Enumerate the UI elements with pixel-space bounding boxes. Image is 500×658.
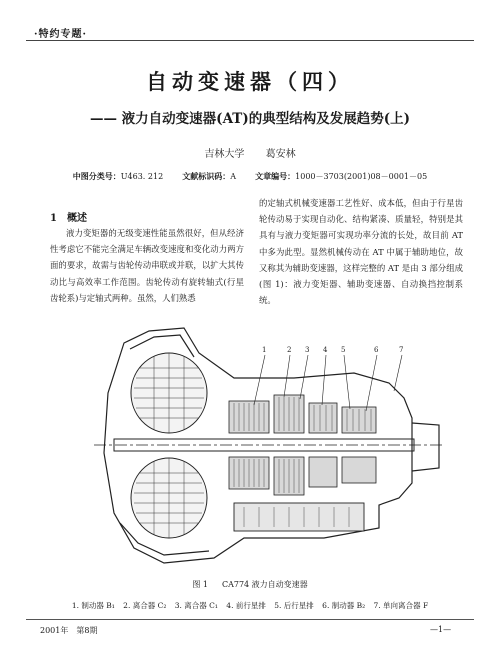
figure-caption-text: CA774 液力自动变速器: [221, 580, 308, 589]
body-text-right-column: 的定轴式机械变速器工艺性好、成本低，但由于行星齿轮传动易于实现自动化、结构紧凑、质量轻，特别是其具有与液力变矩器可实现功率分流的长处，故目前 AT 中多为此型。显然机械传动在 AT 中属于辅助地位，故又称其为辅助变速器，这样完整的 AT 是由 3 部分组成(图 1)：液力变矩器、辅助变速器、自动换挡控制系统。: [259, 198, 463, 306]
article-meta: 中图分类号：U463. 212 文献标识码：A 文章编号：1000－3703(2001)08－0001－05: [72, 171, 428, 181]
callout-1: 1: [262, 346, 267, 354]
legend-item: 7. 单向离合器 F: [373, 601, 429, 610]
body-text-left-column: 液力变矩器的无级变速性能虽然很好，但从经济性考虑它不能完全满足车辆改变速度和变化动力两方面的要求，故需与齿轮传动串联或并联，以扩大其传动比与高效率工作范围。齿轮传动有旋转轴式(行星齿轮系)与定轴式两种。虽然，人们熟悉: [50, 228, 244, 303]
article-subtitle: —— 液力自动变速器(AT)的典型结构及发展趋势(上): [89, 111, 411, 127]
clc-value: U463. 212: [120, 172, 164, 181]
top-rule: [26, 40, 474, 41]
article-no-label: 文章编号: [255, 171, 288, 181]
figure-caption: [0, 579, 500, 590]
callout-5: 5: [341, 346, 346, 354]
author: 葛安林: [265, 149, 296, 160]
byline: [0, 145, 500, 160]
section-heading: [50, 209, 87, 224]
doc-code-value: A: [230, 172, 237, 181]
section-number: 1: [50, 213, 57, 224]
article-title: 自动变速器（四）: [146, 69, 354, 94]
article-no-value: 1000－3703(2001)08－0001－05: [295, 172, 428, 181]
figure-label: 图 1: [192, 580, 208, 589]
issue-info: 2001年 第8期: [40, 626, 98, 635]
doc-code-label: 文献标识码: [182, 171, 223, 181]
affiliation: 吉林大学: [204, 149, 245, 160]
legend-item: 4. 前行星排: [226, 601, 266, 610]
legend-item: 6. 制动器 B₂: [322, 601, 366, 610]
bottom-rule: [26, 619, 474, 620]
legend-item: 5. 后行星排: [274, 601, 314, 610]
clc-label: 中图分类号: [72, 171, 113, 181]
section-title: 概述: [66, 213, 87, 224]
legend-item: 2. 离合器 C₂: [123, 601, 167, 610]
callout-2: 2: [287, 346, 292, 354]
callout-3: 3: [305, 346, 310, 354]
callout-4: 4: [323, 346, 328, 354]
legend-item: 3. 离合器 C₁: [174, 601, 218, 610]
callout-6: 6: [374, 346, 379, 354]
figure-legend: [0, 600, 500, 611]
legend-item: 1. 制动器 B₁: [71, 601, 115, 610]
callout-7: 7: [399, 346, 404, 354]
page-number: —1—: [430, 625, 452, 634]
column-tag: ·特约专题·: [34, 29, 87, 40]
transmission-cross-section-drawing: [94, 323, 444, 573]
